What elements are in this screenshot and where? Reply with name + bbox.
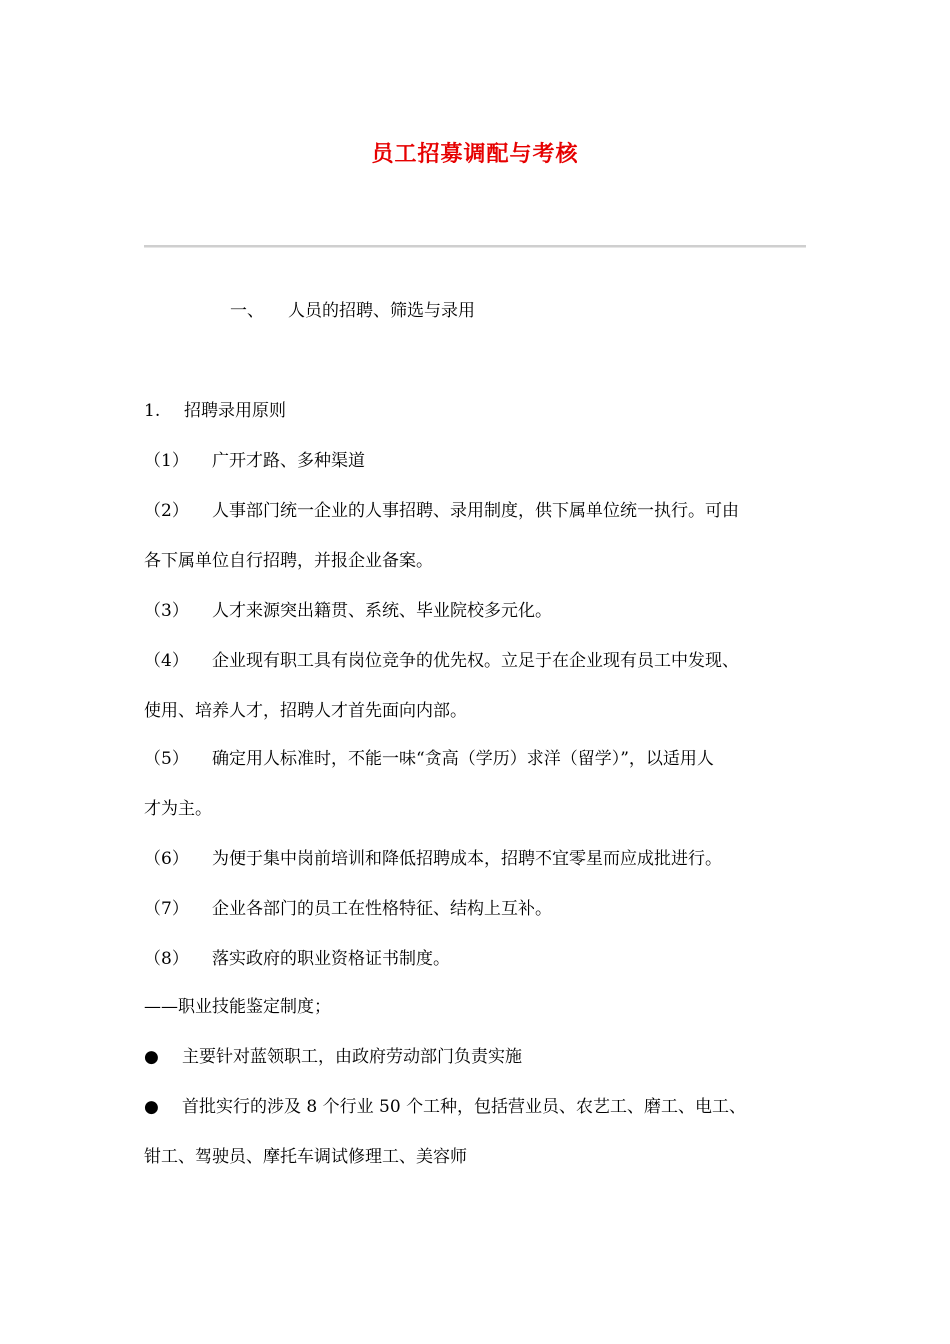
item-text: 为便于集中岗前培训和降低招聘成本，招聘不宜零星而应成批进行。 [212, 849, 722, 869]
item-number: （6） [144, 849, 189, 869]
item-number: （3） [144, 601, 189, 621]
item-continuation: 使用、培养人才，招聘人才首先面向内部。 [144, 701, 467, 721]
item-number: （4） [144, 651, 189, 671]
list-item [144, 499, 739, 523]
item-text: 人才来源突出籍贯、系统、毕业院校多元化。 [212, 601, 552, 621]
list-item [144, 449, 365, 473]
item-text: 广开才路、多种渠道 [212, 451, 365, 471]
item-number: （7） [144, 899, 189, 919]
section-number: 一、 [230, 301, 264, 321]
list-item [144, 897, 552, 921]
subheading-number: 1. [144, 401, 161, 421]
bullet-icon: ● [144, 1047, 159, 1067]
list-item [144, 847, 722, 871]
bullet-icon: ● [144, 1097, 159, 1117]
item-text: 企业现有职工具有岗位竞争的优先权。立足于在企业现有员工中发现、 [212, 651, 739, 671]
item-text: 企业各部门的员工在性格特征、结构上互补。 [212, 899, 552, 919]
item-text: 落实政府的职业资格证书制度。 [212, 949, 450, 969]
item-text: 人事部门统一企业的人事招聘、录用制度，供下属单位统一执行。可由 [212, 501, 739, 521]
item-continuation: 各下属单位自行招聘，并报企业备案。 [144, 551, 433, 571]
item-number: （8） [144, 949, 189, 969]
list-item [144, 747, 714, 771]
bullet-continuation: 钳工、驾驶员、摩托车调试修理工、美容师 [144, 1147, 467, 1167]
item-number: （2） [144, 501, 189, 521]
document-title: 员工招募调配与考核 [371, 142, 579, 167]
section-title: 人员的招聘、筛选与录用 [288, 301, 475, 321]
bullet-text: 主要针对蓝领职工，由政府劳动部门负责实施 [182, 1047, 522, 1067]
subheading [144, 399, 286, 423]
subheading-text: 招聘录用原则 [184, 401, 286, 421]
list-item [144, 599, 552, 623]
item-number: （5） [144, 749, 189, 769]
item-text: 确定用人标准时，不能一味“贪高（学历）求洋（留学）”，以适用人 [212, 749, 714, 769]
list-item [144, 649, 739, 673]
bullet-item [144, 1045, 522, 1069]
bullet-text: 首批实行的涉及 8 个行业 50 个工种，包括营业员、农艺工、磨工、电工、 [182, 1097, 747, 1117]
bullet-item [144, 1095, 746, 1119]
item-number: （1） [144, 451, 189, 471]
item-continuation: 才为主。 [144, 799, 212, 819]
list-item [144, 947, 450, 971]
dash-line: ——职业技能鉴定制度； [144, 997, 331, 1017]
section-heading [230, 299, 475, 323]
horizontal-divider [144, 245, 806, 248]
